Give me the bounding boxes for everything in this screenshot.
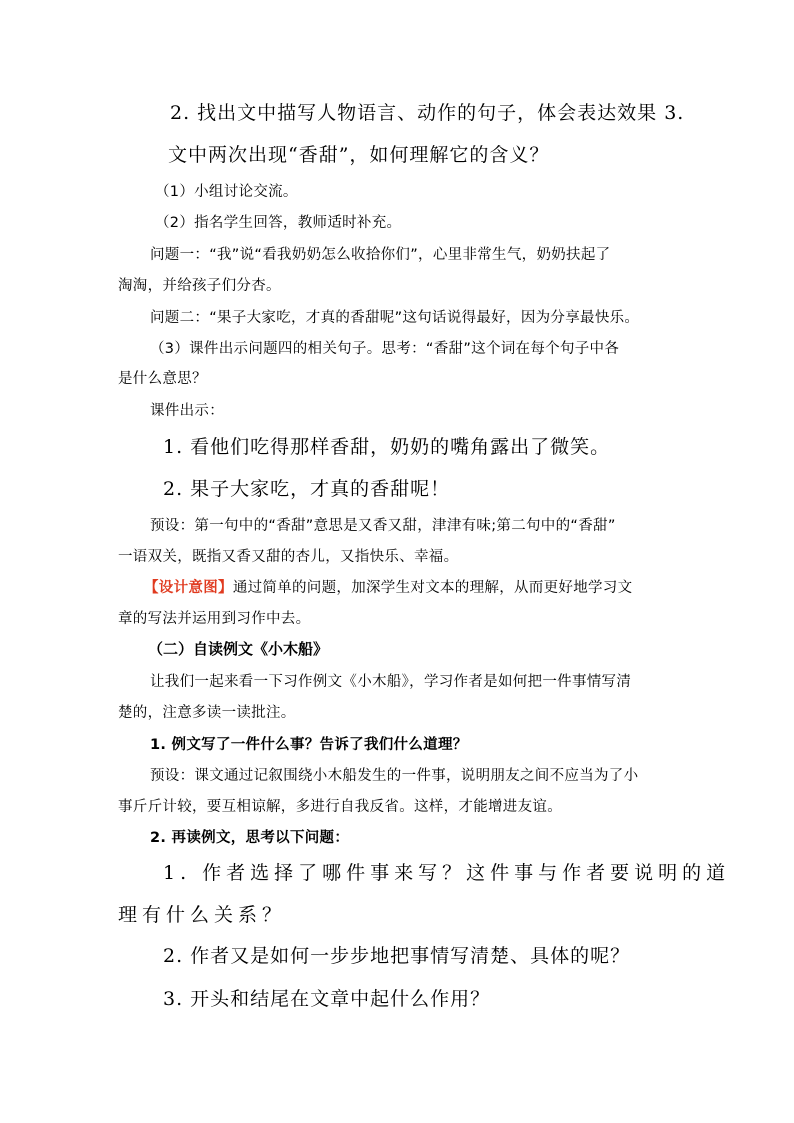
issue-2: 问题二：“果子大家吃，才真的香甜呢”这句话说得最好，因为分享最快乐。	[150, 310, 640, 326]
reread-question-3: 3. 开头和结尾在文章中起什么作用？	[163, 988, 491, 1010]
issue-1-line-2: 淘淘，并给孩子们分杏。	[118, 278, 281, 294]
question-3-line: 文中两次出现“香甜”，如何理解它的含义？	[168, 144, 550, 166]
reread-question-1-line-1: 1. 作者选择了哪件事来写？这件事与作者要说明的道	[163, 862, 731, 884]
intro-line-2: 楚的，注意多读一读批注。	[118, 705, 296, 721]
reread-question-1-line-2: 理有什么关系？	[118, 904, 287, 926]
design-intent-line-2: 章的写法并运用到习作中去。	[118, 611, 311, 627]
section-2-title: （二）自读例文《小木船》	[148, 640, 329, 658]
courseware-sentence-2: 2. 果子大家吃，才真的香甜呢！	[163, 478, 451, 500]
design-intent-text: 通过简单的问题，加深学生对文本的理解，从而更好地学习文	[232, 580, 633, 596]
example-question-1: 1. 例文写了一件什么事？告诉了我们什么道理？	[150, 737, 468, 753]
preset-1-line-2: 一语双关，既指又香又甜的杏儿，又指快乐、幸福。	[118, 549, 459, 565]
courseware-label: 课件出示：	[150, 403, 224, 419]
step-3-line-1: （3）课件出示问题四的相关句子。思考：“香甜”这个词在每个句子中各	[150, 341, 620, 357]
reread-instruction: 2. 再读例文，思考以下问题：	[150, 830, 350, 846]
step-1: （1）小组讨论交流。	[155, 184, 298, 200]
preset-2-line-2: 事斤斤计较，要互相谅解，多进行自我反省。这样，才能增进友谊。	[118, 799, 562, 815]
intro-line-1: 让我们一起来看一下习作例文《小木船》，学习作者是如何把一件事情写清	[150, 674, 632, 690]
reread-question-2: 2. 作者又是如何一步步地把事情写清楚、具体的呢？	[163, 945, 631, 967]
design-intent-line-1	[144, 576, 632, 597]
design-intent-label: 【设计意图】	[144, 580, 233, 596]
preset-2-line-1: 预设：课文通过记叙围绕小木船发生的一件事，说明朋友之间不应当为了小	[150, 768, 639, 784]
courseware-sentence-1: 1. 看他们吃得那样香甜，奶奶的嘴角露出了微笑。	[163, 436, 611, 458]
question-2-line: 2. 找出文中描写人物语言、动作的句子，体会表达效果 3.	[170, 102, 685, 124]
step-2: （2）指名学生回答，教师适时补充。	[155, 215, 402, 231]
preset-1-line-1: 预设：第一句中的“香甜”意思是又香又甜，津津有味;第二句中的“香甜”	[150, 518, 616, 534]
issue-1-line-1: 问题一：“我”说“看我奶奶怎么收拾你们”，心里非常生气，奶奶扶起了	[150, 247, 611, 263]
step-3-line-2: 是什么意思？	[118, 371, 207, 387]
